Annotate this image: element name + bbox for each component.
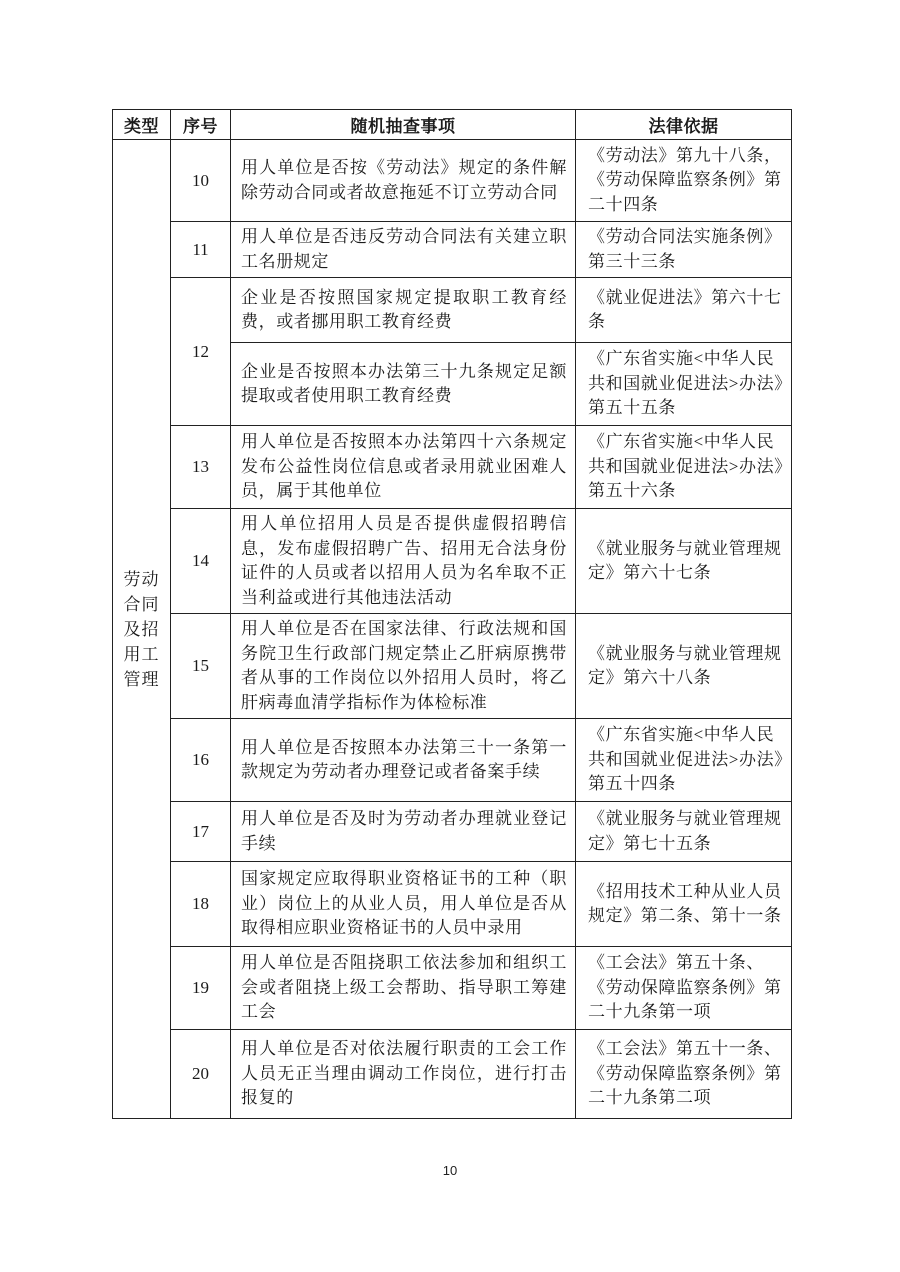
row-item: 用人单位是否阻挠职工依法参加和组织工会或者阻挠上级工会帮助、指导职工筹建工会	[231, 947, 576, 1030]
row-number: 17	[171, 802, 231, 862]
row-item: 用人单位是否按照本办法第三十一条第一款规定为劳动者办理登记或者备案手续	[231, 719, 576, 802]
header-basis: 法律依据	[576, 110, 792, 140]
table-row	[113, 509, 792, 614]
table-row	[113, 947, 792, 1030]
row-basis: 《招用技术工种从业人员规定》第二条、第十一条	[576, 862, 792, 947]
table-row	[113, 719, 792, 802]
row-basis: 《工会法》第五十条、《劳动保障监察条例》第二十九条第一项	[576, 947, 792, 1030]
table-row	[113, 614, 792, 719]
header-item: 随机抽查事项	[231, 110, 576, 140]
row-basis: 《就业服务与就业管理规定》第六十七条	[576, 509, 792, 614]
row-number: 11	[171, 222, 231, 278]
row-number: 15	[171, 614, 231, 719]
row-item: 用人单位是否违反劳动合同法有关建立职工名册规定	[231, 222, 576, 278]
row-item: 国家规定应取得职业资格证书的工种（职业）岗位上的从业人员，用人单位是否从取得相应职业资格证书的人员中录用	[231, 862, 576, 947]
row-number: 12	[171, 278, 231, 426]
row-item: 用人单位是否按照本办法第四十六条规定发布公益性岗位信息或者录用就业困难人员，属于其他单位	[231, 426, 576, 509]
row-basis: 《就业促进法》第六十七条	[576, 278, 792, 343]
header-type: 类型	[113, 110, 171, 140]
row-item: 用人单位是否按《劳动法》规定的条件解除劳动合同或者故意拖延不订立劳动合同	[231, 140, 576, 222]
table-row	[113, 862, 792, 947]
row-basis: 《广东省实施<中华人民共和国就业促进法>办法》第五十五条	[576, 343, 792, 426]
page-number: 10	[442, 1163, 458, 1178]
table-row	[113, 222, 792, 278]
table-row	[113, 426, 792, 509]
row-number: 19	[171, 947, 231, 1030]
table-header-row	[113, 110, 792, 140]
row-basis: 《广东省实施<中华人民共和国就业促进法>办法》第五十四条	[576, 719, 792, 802]
row-item: 用人单位是否及时为劳动者办理就业登记手续	[231, 802, 576, 862]
inspection-items-table	[112, 109, 792, 1119]
category-label: 劳动合同及招用工管理	[123, 569, 160, 689]
row-basis: 《广东省实施<中华人民共和国就业促进法>办法》第五十六条	[576, 426, 792, 509]
row-number: 14	[171, 509, 231, 614]
category-cell	[113, 140, 171, 1119]
row-number: 20	[171, 1030, 231, 1119]
row-item: 企业是否按照国家规定提取职工教育经费，或者挪用职工教育经费	[231, 278, 576, 343]
row-item: 企业是否按照本办法第三十九条规定足额提取或者使用职工教育经费	[231, 343, 576, 426]
table-row	[113, 802, 792, 862]
row-number: 18	[171, 862, 231, 947]
row-item: 用人单位是否对依法履行职责的工会工作人员无正当理由调动工作岗位，进行打击报复的	[231, 1030, 576, 1119]
row-basis: 《劳动合同法实施条例》第三十三条	[576, 222, 792, 278]
row-basis: 《就业服务与就业管理规定》第七十五条	[576, 802, 792, 862]
row-item: 用人单位是否在国家法律、行政法规和国务院卫生行政部门规定禁止乙肝病原携带者从事的工作岗位以外招用人员时，将乙肝病毒血清学指标作为体检标准	[231, 614, 576, 719]
header-seq: 序号	[171, 110, 231, 140]
row-number: 16	[171, 719, 231, 802]
row-basis: 《就业服务与就业管理规定》第六十八条	[576, 614, 792, 719]
table-row	[113, 140, 792, 222]
row-basis: 《工会法》第五十一条、《劳动保障监察条例》第二十九条第二项	[576, 1030, 792, 1119]
table-row	[113, 1030, 792, 1119]
row-basis: 《劳动法》第九十八条，《劳动保障监察条例》第二十四条	[576, 140, 792, 222]
table-row	[113, 278, 792, 343]
row-item: 用人单位招用人员是否提供虚假招聘信息，发布虚假招聘广告、招用无合法身份证件的人员或者以招用人员为名牟取不正当利益或进行其他违法活动	[231, 509, 576, 614]
row-number: 13	[171, 426, 231, 509]
row-number: 10	[171, 140, 231, 222]
